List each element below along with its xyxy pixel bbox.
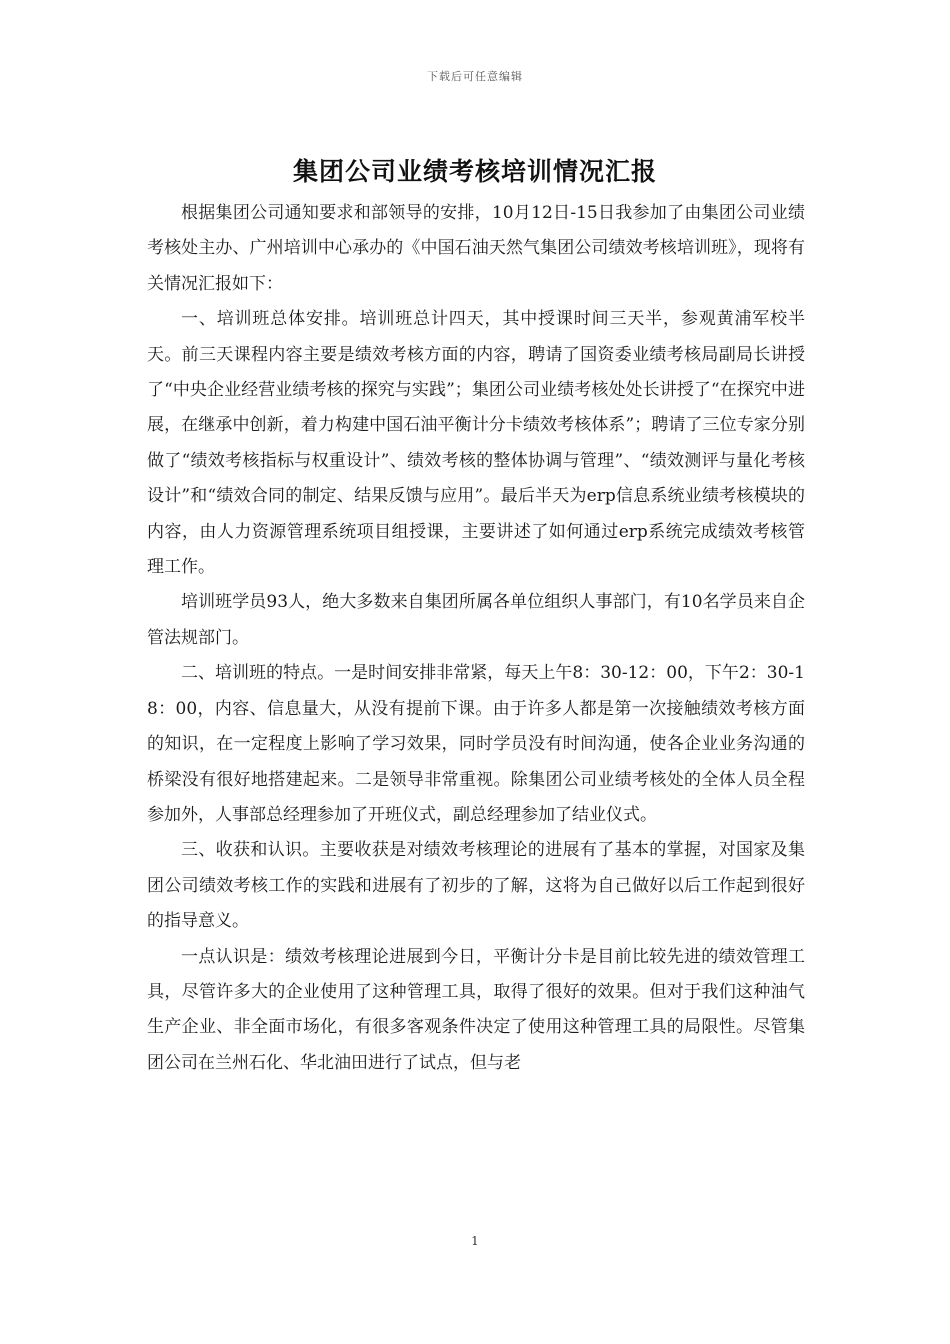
- document-body: [147, 196, 805, 1081]
- paragraph-section-2: 二、培训班的特点。一是时间安排非常紧，每天上午8：30-12：00，下午2：30-18：00，内容、信息量大，从没有提前下课。由于许多人都是第一次接触绩效考核方面的知识，在一定程度上影响了学习效果，同时学员没有时间沟通，使各企业业务沟通的桥梁没有很好地搭建起来。二是领导非常重视。除集团公司业绩考核处的全体人员全程参加外，人事部总经理参加了开班仪式，副总经理参加了结业仪式。: [147, 663, 805, 825]
- paragraph-trainees: 培训班学员93人，绝大多数来自集团所属各单位组织人事部门，有10名学员来自企管法规部门。: [147, 592, 805, 648]
- paragraph-intro: 根据集团公司通知要求和部领导的安排，10月12日-15日我参加了由集团公司业绩考核处主办、广州培训中心承办的《中国石油天然气集团公司绩效考核培训班》，现将有关情况汇报如下：: [147, 203, 805, 294]
- paragraph-insight: 一点认识是：绩效考核理论进展到今日，平衡计分卡是目前比较先进的绩效管理工具，尽管许多大的企业使用了这种管理工具，取得了很好的效果。但对于我们这种油气生产企业、非全面市场化，有很多客观条件决定了使用这种管理工具的局限性。尽管集团公司在兰州石化、华北油田进行了试点，但与老: [147, 946, 805, 1073]
- header-note: 下载后可任意编辑: [427, 70, 523, 83]
- paragraph-section-3: 三、收获和认识。主要收获是对绩效考核理论的进展有了基本的掌握，对国家及集团公司绩效考核工作的实践和进展有了初步的了解，这将为自己做好以后工作起到很好的指导意义。: [147, 840, 805, 932]
- document-title: 集团公司业绩考核培训情况汇报: [292, 157, 657, 186]
- paragraph-section-1: 一、培训班总体安排。培训班总计四天，其中授课时间三天半，参观黄浦军校半天。前三天课程内容主要是绩效考核方面的内容，聘请了国资委业绩考核局副局长讲授了“中央企业经营业绩考核的探究与实践”；集团公司业绩考核处处长讲授了“在探究中进展，在继承中创新，着力构建中国石油平衡计分卡绩效考核体系”；聘请了三位专家分别做了“绩效考核指标与权重设计”、绩效考核的整体协调与管理”、“绩效测评与量化考核设计”和“绩效合同的制定、结果反馈与应用”。最后半天为erp信息系统业绩考核模块的内容，由人力资源管理系统项目组授课，主要讲述了如何通过erp系统完成绩效考核管理工作。: [147, 309, 805, 578]
- page-number: 1: [471, 1234, 479, 1248]
